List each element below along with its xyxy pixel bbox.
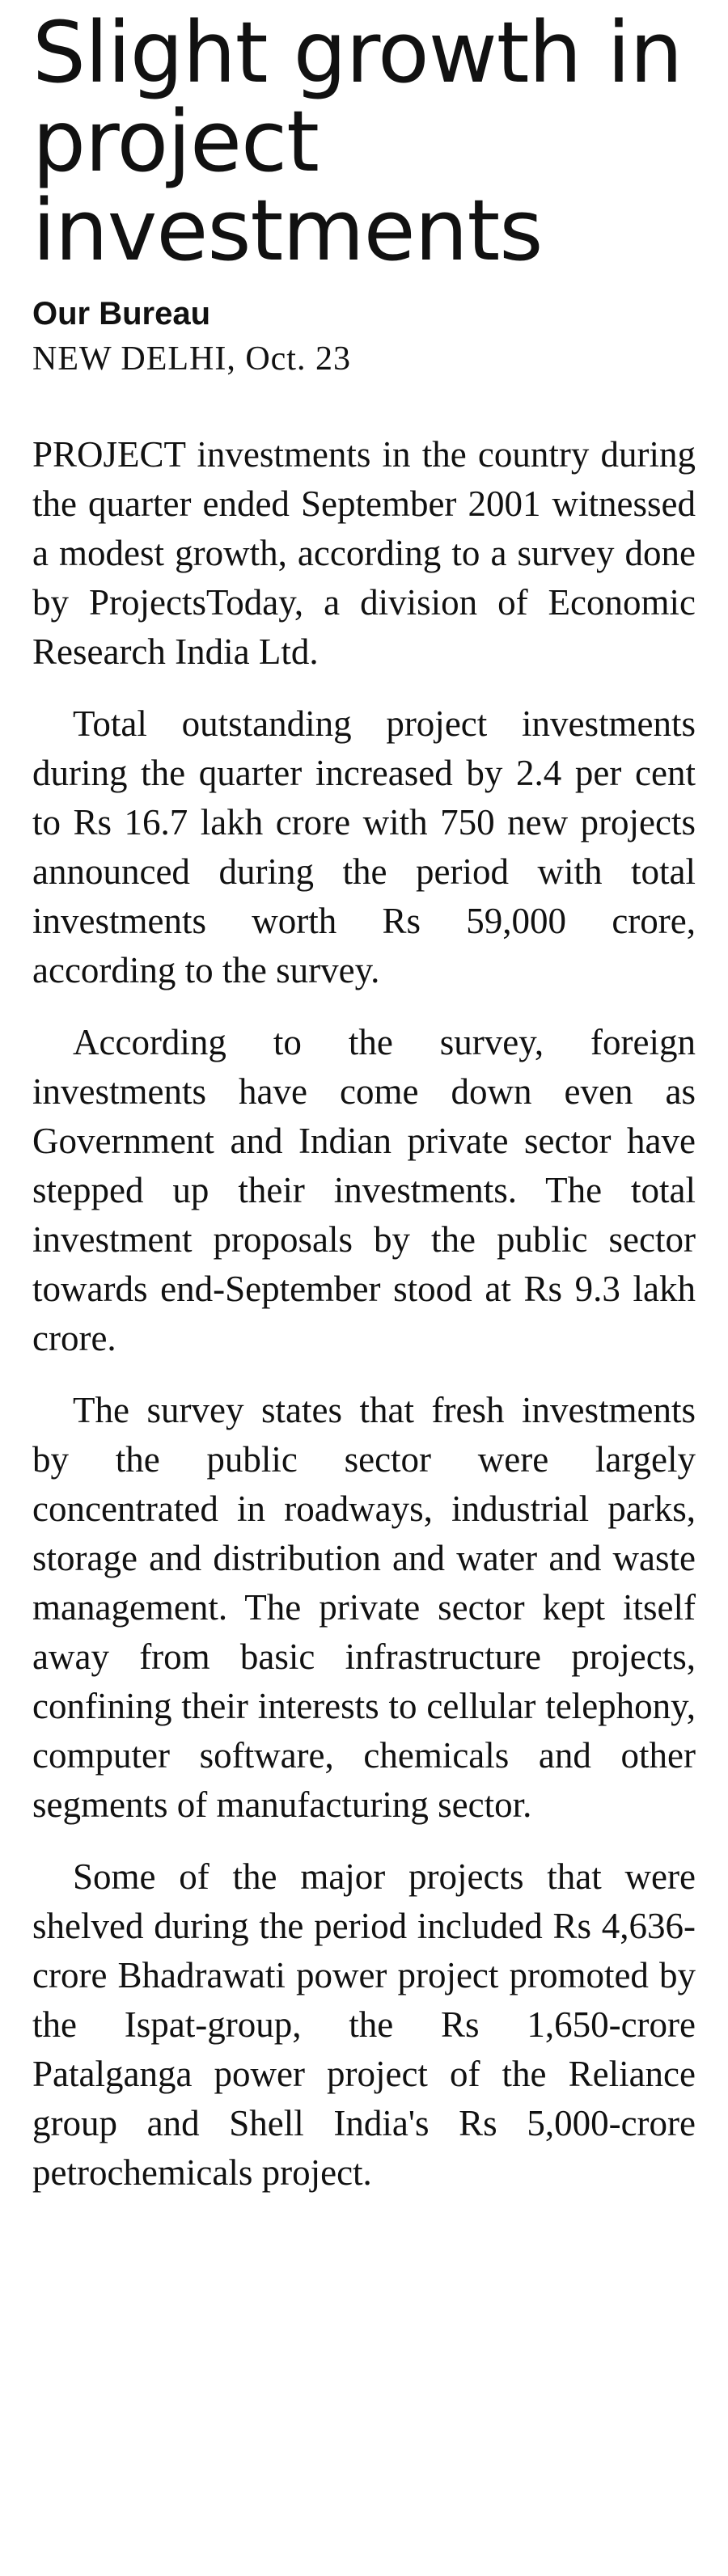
news-article (32, 0, 696, 2198)
article-byline: Our Bureau (32, 296, 211, 332)
article-headline: Slight growth in project investments (32, 3, 683, 280)
article-paragraph-1: PROJECT investments in the country during the quarter ended September 2001 witnessed a modest growth, according to a survey done by ProjectsToday, a division of Economic Research India Ltd. (32, 434, 696, 672)
article-paragraph-5: Some of the major projects that were shelved during the period included Rs 4,636-crore Bhadrawati power project promoted by the Ispat-group, the Rs 1,650-crore Patalganga power project of the Reliance group and Shell India's Rs 5,000-crore petrochemicals project. (32, 1856, 696, 2193)
article-dateline: NEW DELHI, Oct. 23 (32, 340, 351, 378)
article-paragraph-3: According to the survey, foreign investments have come down even as Government and Indian private sector have stepped up their investments. The total investment proposals by the public sector towards end-September stood at Rs 9.3 lakh crore. (32, 1022, 696, 1358)
article-paragraph-4: The survey states that fresh investments by the public sector were largely concentrated in roadways, industrial parks, storage and distribution and water and waste management. The private sector kept itself away from basic infrastructure projects, confining their interests to cellular telephony, computer software, chemicals and other segments of manufacturing sector. (32, 1390, 696, 1825)
article-paragraph-2: Total outstanding project investments during the quarter increased by 2.4 per cent to Rs 16.7 lakh crore with 750 new projects announced during the period with total investments worth Rs 59,000 crore, according to the survey. (32, 703, 696, 990)
